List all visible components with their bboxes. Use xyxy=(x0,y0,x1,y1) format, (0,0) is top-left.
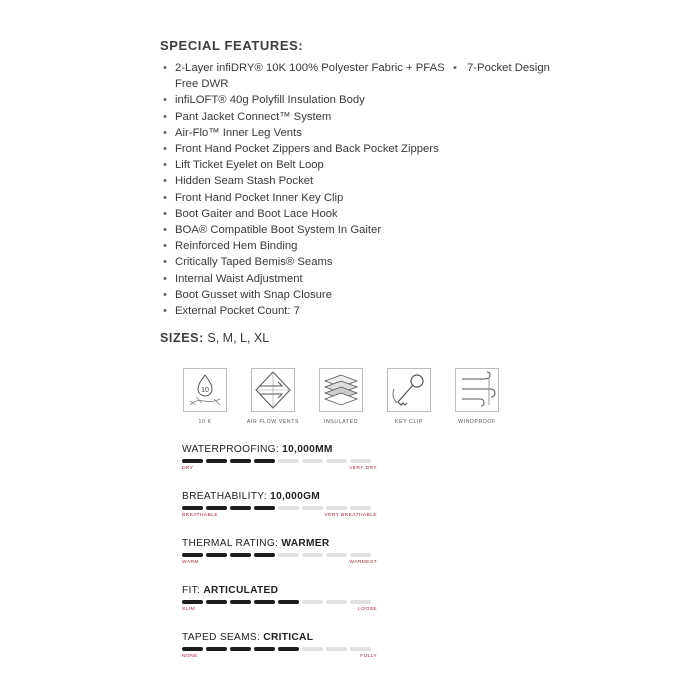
icon-label xyxy=(241,419,305,426)
rating-segment-filled xyxy=(230,459,251,463)
rating-segment-empty xyxy=(302,459,323,463)
rating-segment-filled xyxy=(254,506,275,510)
key-clip-icon xyxy=(387,368,431,412)
rating-low-label: WARM xyxy=(182,560,199,565)
feature-item: • Hidden Seam Stash Pocket xyxy=(163,173,448,189)
rating-value: 10,000MM xyxy=(282,444,333,455)
rating-value: WARMER xyxy=(281,538,330,549)
rating-title xyxy=(182,585,377,598)
rating-segment-empty xyxy=(350,553,371,557)
feature-item: • infiLOFT® 40g Polyfill Insulation Body xyxy=(163,92,448,108)
features-list xyxy=(163,60,448,319)
rating-title xyxy=(182,491,377,504)
rating-fit xyxy=(182,585,377,612)
rating-segment-empty xyxy=(326,459,347,463)
icon-label: 10 K xyxy=(198,419,212,425)
rating-value: CRITICAL xyxy=(263,632,314,643)
rating-low-label: NONE xyxy=(182,654,198,659)
sizes-line xyxy=(160,331,269,345)
feature-item: • Critically Taped Bemis® Seams xyxy=(163,254,448,270)
sizes-label: SIZES: xyxy=(160,331,204,345)
rating-segment-empty xyxy=(350,459,371,463)
rating-segment-filled xyxy=(254,647,275,651)
rating-segment-filled xyxy=(230,647,251,651)
sizes-values: S, M, L, XL xyxy=(207,331,270,345)
rating-bar xyxy=(182,459,377,463)
rating-segment-empty xyxy=(326,647,347,651)
rating-low-label: DRY xyxy=(182,466,194,471)
rating-segment-empty xyxy=(302,600,323,604)
icon-badge-text: 10 xyxy=(201,387,209,394)
rating-breathability xyxy=(182,491,377,518)
feature-item: • External Pocket Count: 7 xyxy=(163,303,448,319)
feature-item: • 7-Pocket Design xyxy=(453,60,550,76)
rating-segment-empty xyxy=(278,459,299,463)
feature-item: • 2-Layer infiDRY® 10K 100% Polyester Fabric + PFAS Free DWR xyxy=(163,60,448,92)
feature-item: • Internal Waist Adjustment xyxy=(163,271,448,287)
rating-bar xyxy=(182,506,377,510)
rating-bar xyxy=(182,600,377,604)
rating-segment-filled xyxy=(182,459,203,463)
rating-segment-filled xyxy=(206,600,227,604)
rating-segment-empty xyxy=(350,600,371,604)
rating-segment-filled xyxy=(230,553,251,557)
feature-item: • Lift Ticket Eyelet on Belt Loop xyxy=(163,157,448,173)
air-flow-vents-icon xyxy=(251,368,295,412)
rating-segment-empty xyxy=(326,506,347,510)
rating-bar xyxy=(182,647,377,651)
icon-label-text: AIR FLOW VENTS xyxy=(246,419,300,425)
features-list-right xyxy=(453,60,550,76)
rating-title xyxy=(182,632,377,645)
rating-title xyxy=(182,444,377,457)
rating-label: FIT: xyxy=(182,585,201,596)
rating-segment-filled xyxy=(278,600,299,604)
rating-taped-seams xyxy=(182,632,377,659)
rating-thermal xyxy=(182,538,377,565)
rating-label: WATERPROOFING: xyxy=(182,444,280,455)
rating-segment-filled xyxy=(230,506,251,510)
feature-item: • Boot Gusset with Snap Closure xyxy=(163,287,448,303)
rating-segment-filled xyxy=(206,506,227,510)
rating-segment-empty xyxy=(302,506,323,510)
rating-bar xyxy=(182,553,377,557)
rating-label: TAPED SEAMS: xyxy=(182,632,261,643)
feature-item: • Front Hand Pocket Zippers and Back Pocket Zippers xyxy=(163,141,448,157)
rating-segment-empty xyxy=(278,506,299,510)
rating-title xyxy=(182,538,377,551)
rating-segment-empty xyxy=(350,506,371,510)
feature-item: • BOA® Compatible Boot System In Gaiter xyxy=(163,222,448,238)
rating-segment-empty xyxy=(302,553,323,557)
rating-value: 10,000GM xyxy=(270,491,321,502)
icon-label: KEY CLIP xyxy=(394,419,424,425)
feature-item: • Reinforced Hem Binding xyxy=(163,238,448,254)
rating-segment-filled xyxy=(182,553,203,557)
rating-low-label: SLIM xyxy=(182,607,196,612)
windproof-icon xyxy=(455,368,499,412)
rating-segment-empty xyxy=(326,553,347,557)
feature-item: • Pant Jacket Connect™ System xyxy=(163,109,448,125)
rating-high-label: VERY BREATHABLE xyxy=(324,513,377,518)
rating-value: ARTICULATED xyxy=(203,585,279,596)
feature-item: • Front Hand Pocket Inner Key Clip xyxy=(163,190,448,206)
rating-high-label: VERY DRY xyxy=(349,466,377,471)
feature-item: • Air-Flo™ Inner Leg Vents xyxy=(163,125,448,141)
waterproof-10k-icon xyxy=(183,368,227,412)
rating-segment-filled xyxy=(182,506,203,510)
rating-segment-empty xyxy=(302,647,323,651)
rating-segment-filled xyxy=(182,647,203,651)
feature-item: • Boot Gaiter and Boot Lace Hook xyxy=(163,206,448,222)
rating-segment-filled xyxy=(206,459,227,463)
icon-label: WINDPROOF xyxy=(458,419,496,425)
rating-segment-filled xyxy=(206,553,227,557)
rating-segment-empty xyxy=(278,553,299,557)
rating-segment-empty xyxy=(326,600,347,604)
rating-high-label: FULLY xyxy=(360,654,377,659)
rating-segment-filled xyxy=(254,553,275,557)
rating-high-label: WARMEST xyxy=(349,560,377,565)
rating-segment-filled xyxy=(182,600,203,604)
rating-waterproofing xyxy=(182,444,377,471)
insulated-icon xyxy=(319,368,363,412)
rating-segment-filled xyxy=(230,600,251,604)
rating-high-label: LOOSE xyxy=(358,607,377,612)
rating-low-label: BREATHABLE xyxy=(182,513,218,518)
rating-segment-empty xyxy=(350,647,371,651)
rating-segment-filled xyxy=(254,459,275,463)
icon-label: INSULATED xyxy=(323,419,359,425)
rating-label: BREATHABILITY: xyxy=(182,491,267,502)
rating-label: THERMAL RATING: xyxy=(182,538,279,549)
rating-segment-filled xyxy=(206,647,227,651)
rating-segment-filled xyxy=(278,647,299,651)
rating-segment-filled xyxy=(254,600,275,604)
special-features-heading: SPECIAL FEATURES: xyxy=(160,38,304,53)
